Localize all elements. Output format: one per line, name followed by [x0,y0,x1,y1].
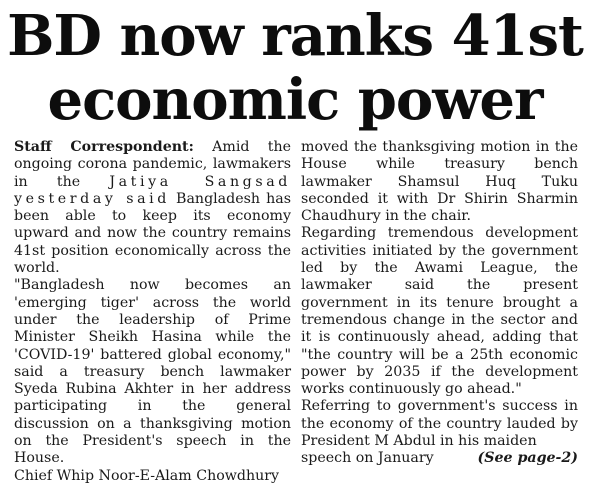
headline-line-1: BD now ranks 41st [7,3,583,69]
article-paragraph-1 [14,139,291,277]
para1-text-b: Bangladesh has been able to keep its economy upward and now the country remains 41st position economically across the world. [14,190,291,277]
article-paragraph-3-start: Chief Whip Noor-E-Alam Chowdhury [14,467,280,484]
headline [0,4,590,132]
article-paragraph-5-tail: speech on January [301,450,434,467]
article-paragraph-4: Regarding tremendous development activities initiated by the government led by the Awami League, the lawmaker said the present government in its tenure brought a tremendous change in the sector and it is continuously ahead, adding that "the country will be a 25th economic power by 2035 if the development works continuously go ahead." [301,225,578,398]
byline: Staff Correspondent: [14,139,194,155]
article-paragraph-2: "Bangladesh now becomes an 'emerging tiger' across the world under the leadership of Prime Minister Sheikh Hasina while the 'COVID-19' battered global economy," said a treasury bench lawmaker Syeda Rubina Akhter in her address participating in the general discussion on a thanksgiving motion on the President's speech in the House. [14,277,291,467]
article-column-left [14,139,291,485]
article-paragraph-5: Referring to government's success in the economy of the country lauded by President M Abdul in his maiden [301,398,578,450]
para1-text-spaced: Jatiya Sangsad yesterday said [14,173,291,207]
headline-line-2: economic power [47,67,543,133]
article-paragraph-3-end: moved the thanksgiving motion in the House while treasury bench lawmaker Shamsul Huq Tuku seconded it with Dr Shirin Sharmin Chaudhury in the chair. [301,139,578,225]
article-column-right [301,139,578,468]
article-tail-row [301,450,578,467]
see-page-link: (See page-2) [477,450,578,467]
para1-text-a: Amid the ongoing corona pandemic, lawmakers in the [14,139,291,190]
